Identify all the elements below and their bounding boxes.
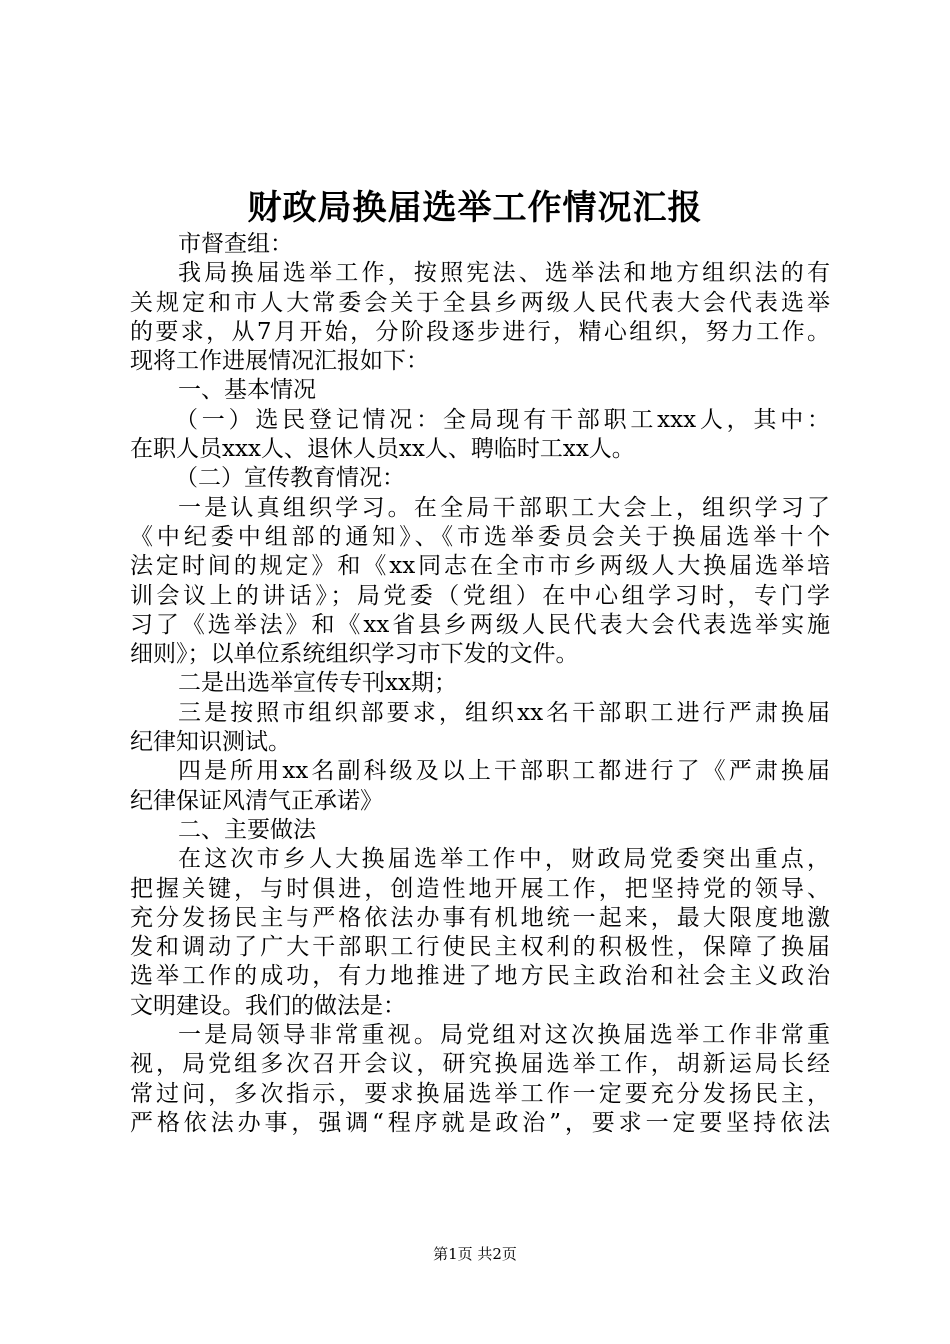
text-line: 细则》；以单位系统组织学习市下发的文件。: [130, 641, 579, 668]
text-line: 二、主要做法: [178, 816, 316, 843]
text-line: 发和调动了广大干部职工行使民主权利的积极性，保障了换届: [130, 934, 830, 961]
text-line: 三是按照市组织部要求，组织xx名干部职工进行严肃换届: [178, 699, 830, 726]
text-line: 二是出选举宣传专刊xx期；: [178, 670, 457, 697]
text-line: 《中纪委中组部的通知》、《市选举委员会关于换届选举十个: [130, 523, 830, 550]
text-line: 常过问，多次指示，要求换届选举工作一定要充分发扬民主，: [130, 1080, 830, 1107]
text-line: 一、基本情况: [178, 377, 316, 404]
text-line: 在职人员xxx人、退休人员xx人、聘临时工xx人。: [130, 436, 635, 463]
text-line: 把握关键，与时俱进，创造性地开展工作，把坚持党的领导、: [130, 875, 830, 902]
page-footer: 第1页 共2页: [433, 1245, 517, 1263]
text-line: （二）宣传教育情况：: [175, 465, 405, 492]
text-line: 法定时间的规定》和《xx同志在全市市乡两级人大换届选举培: [130, 553, 830, 580]
text-line: （一）选民登记情况：全局现有干部职工xxx人，其中：: [175, 406, 830, 433]
document-title: 财政局换届选举工作情况汇报: [247, 188, 703, 228]
text-line: 市督查组：: [178, 231, 293, 257]
text-line: 严格依法办事，强调“程序就是政治”，要求一定要坚持依法: [130, 1109, 830, 1136]
text-line: 我局换届选举工作，按照宪法、选举法和地方组织法的有: [178, 260, 830, 287]
text-line: 四是所用xx名副科级及以上干部职工都进行了《严肃换届: [178, 758, 830, 785]
text-line: 一是局领导非常重视。局党组对这次换届选举工作非常重: [178, 1022, 830, 1049]
text-line: 选举工作的成功，有力地推进了地方民主政治和社会主义政治: [130, 963, 830, 990]
text-line: 充分发扬民主与严格依法办事有机地统一起来，最大限度地激: [130, 904, 830, 931]
text-line: 纪律保证风清气正承诺》: [130, 787, 383, 814]
document-body: [130, 230, 830, 1138]
text-line: 关规定和市人大常委会关于全县乡两级人民代表大会代表选举: [130, 289, 830, 316]
text-line: 习了《选举法》和《xx省县乡两级人民代表大会代表选举实施: [130, 611, 830, 638]
text-line: 纪律知识测试。: [130, 729, 291, 756]
text-line: 一是认真组织学习。在全局干部职工大会上，组织学习了: [178, 494, 830, 521]
text-line: 在这次市乡人大换届选举工作中，财政局党委突出重点，: [178, 846, 830, 873]
text-line: 的要求，从7月开始，分阶段逐步进行，精心组织，努力工作。: [130, 318, 830, 345]
text-line: 训会议上的讲话》；局党委（党组）在中心组学习时，专门学: [130, 582, 830, 609]
text-line: 现将工作进展情况汇报如下：: [130, 348, 429, 375]
text-line: 文明建设。我们的做法是：: [130, 992, 406, 1019]
text-line: 视，局党组多次召开会议，研究换届选举工作，胡新运局长经: [130, 1051, 830, 1078]
